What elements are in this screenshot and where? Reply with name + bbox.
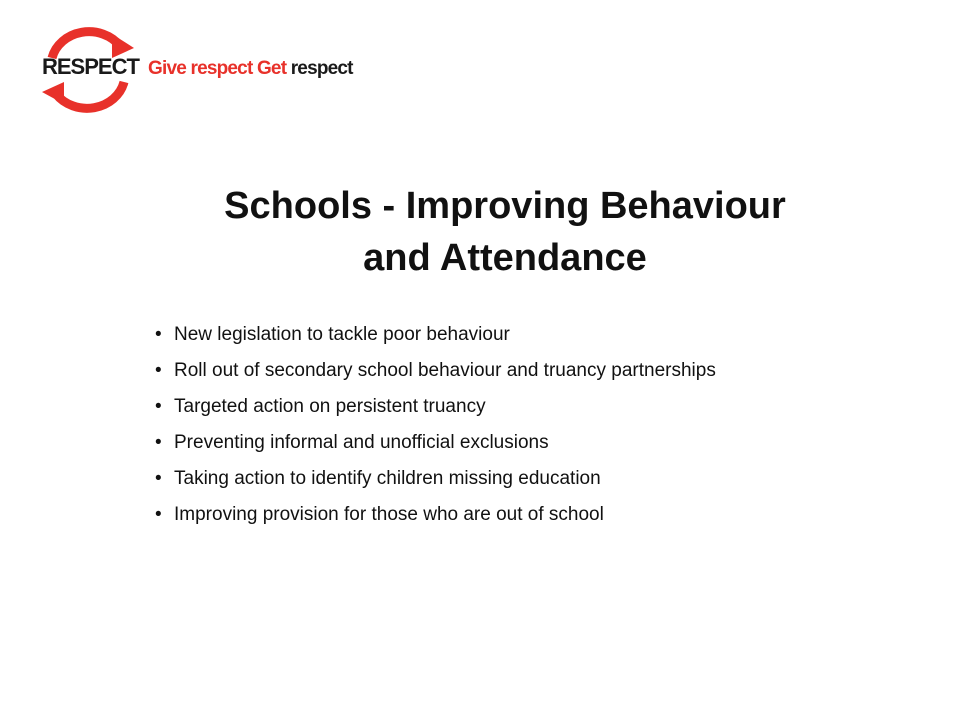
bullet-dot-icon: • [155,468,162,489]
bullet-text: Targeted action on persistent truancy [174,396,486,417]
list-item [155,466,915,491]
bullet-text: Preventing informal and unofficial exclusions [174,432,549,453]
list-item [155,430,915,455]
tagline-give-respect: Give respect [148,58,257,79]
title-line-1: Schools - Improving Behaviour [224,185,786,227]
bullet-text: Taking action to identify children missing education [174,468,601,489]
slide-title [80,180,930,284]
list-item [155,394,915,419]
tagline-respect: respect [286,58,353,79]
logo-tagline [148,58,353,80]
bullet-text: Roll out of secondary school behaviour and truancy partnerships [174,360,716,381]
list-item [155,358,915,383]
list-item [155,322,915,347]
bullet-dot-icon: • [155,504,162,525]
bullet-dot-icon: • [155,432,162,453]
respect-logo [38,24,378,114]
bullet-list [155,322,915,538]
bullet-text: Improving provision for those who are out of school [174,504,604,525]
bullet-dot-icon: • [155,396,162,417]
bullet-dot-icon: • [155,360,162,381]
bullet-text: New legislation to tackle poor behaviour [174,324,510,345]
list-item [155,502,915,527]
bullet-dot-icon: • [155,324,162,345]
title-line-2: and Attendance [363,237,647,279]
tagline-get: Get [256,58,287,79]
logo-wordmark: RESPECT [42,54,139,79]
